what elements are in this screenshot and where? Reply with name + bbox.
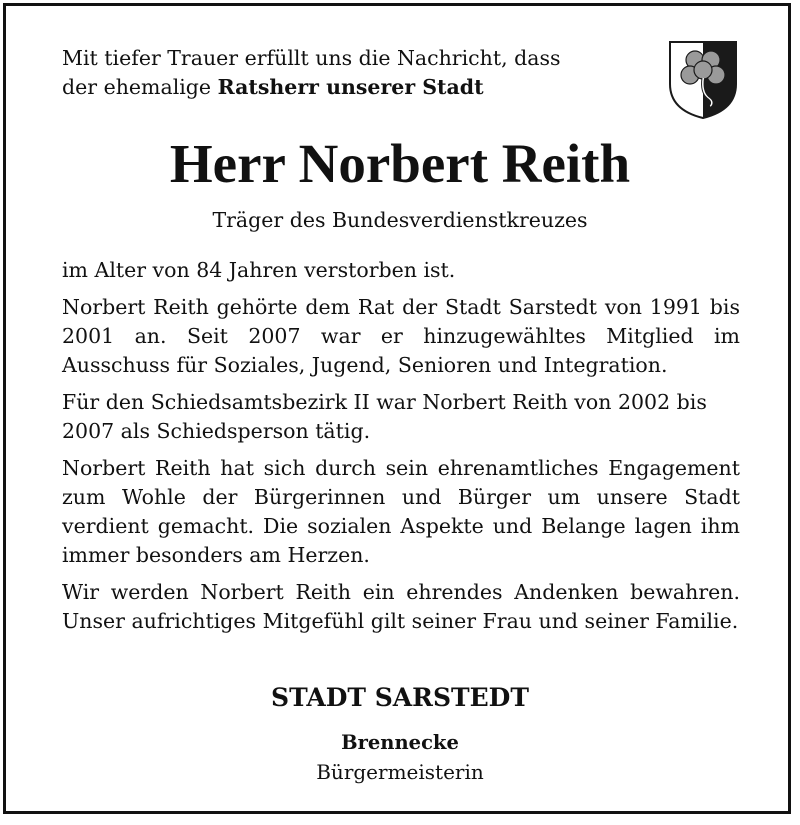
signature-name: Brennecke	[341, 731, 459, 754]
cloverleaf-coat-of-arms-icon	[668, 40, 738, 120]
intro-line-2-bold: Ratsherr unserer Stadt	[217, 75, 484, 99]
paragraph-3: Für den Schiedsamtsbezirk II war Norbert Reith von 2002 bis 2007 als Schiedsperson tätig.	[62, 390, 707, 443]
signature-city: STADT SARSTEDT	[271, 683, 529, 712]
intro-line-2-prefix: der ehemalige	[62, 75, 218, 99]
signature-role: Bürgermeisterin	[316, 760, 484, 784]
paragraph-2: Norbert Reith gehörte dem Rat der Stadt Sarstedt von 1991 bis 2001 an. Seit 2007 war er hinzugewähltes Mitglied im Ausschuss für Soziales, Jugend, Senioren und Integration.	[62, 295, 740, 377]
intro-line-1: Mit tiefer Trauer erfüllt uns die Nachricht, dass	[62, 46, 561, 70]
paragraph-5: Wir werden Norbert Reith ein ehrendes Andenken bewahren. Unser aufrichtiges Mitgefühl gilt seiner Frau und seiner Familie.	[62, 580, 740, 633]
deceased-name: Herr Norbert Reith	[169, 133, 631, 194]
paragraph-1: im Alter von 84 Jahren verstorben ist.	[62, 258, 456, 282]
intro-text	[62, 44, 642, 102]
intro-line-2	[62, 73, 642, 102]
honor-title: Träger des Bundesverdienstkreuzes	[212, 208, 588, 232]
notice-body	[62, 256, 740, 644]
paragraph-4: Norbert Reith hat sich durch sein ehrenamtliches Engagement zum Wohle der Bürgerinnen und Bürger um unsere Stadt verdient gemacht. Die sozialen Aspekte und Belange lagen ihm immer besonders am Herzen.	[62, 456, 740, 567]
